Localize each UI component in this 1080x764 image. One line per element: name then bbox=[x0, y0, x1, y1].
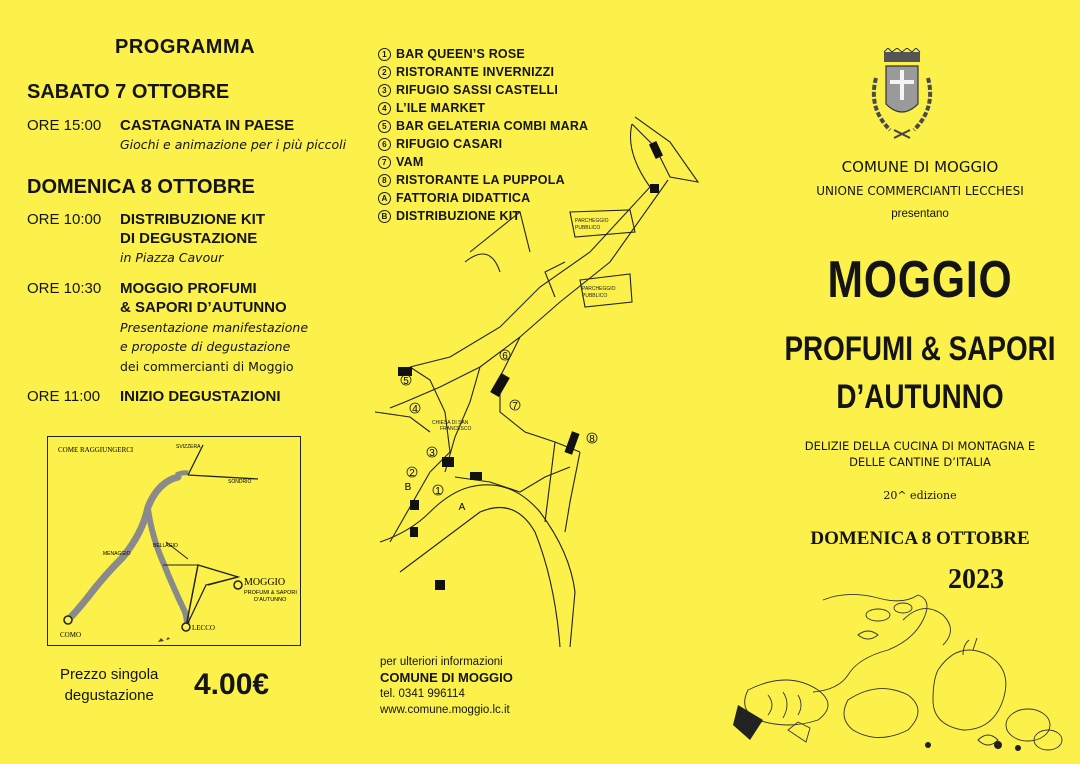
city-lecco-marker bbox=[182, 623, 190, 631]
road-valsassina bbox=[186, 565, 238, 627]
map-marker-4 bbox=[410, 403, 420, 415]
legend-marker: 6 bbox=[378, 138, 391, 151]
legend-label: RIFUGIO SASSI CASTELLI bbox=[396, 83, 559, 97]
svg-text:B: B bbox=[404, 482, 412, 493]
co-organizer-name: UNIONE COMMERCIANTI LECCHESI bbox=[816, 184, 1024, 198]
road bbox=[400, 508, 560, 648]
price-label-line: degustazione bbox=[64, 687, 154, 704]
building bbox=[442, 457, 454, 467]
building bbox=[490, 373, 510, 397]
event-title-line3: D’AUTUNNO bbox=[836, 378, 1004, 416]
crown bbox=[884, 52, 920, 62]
parking-label: PUBBLICO bbox=[575, 225, 601, 231]
coat-of-arms-icon bbox=[862, 48, 942, 148]
city-como-label: COMO bbox=[60, 631, 82, 639]
route-map bbox=[47, 436, 301, 646]
legend-label: VAM bbox=[396, 155, 424, 169]
info-intro: per ulteriori informazioni bbox=[380, 656, 503, 668]
map-marker-b bbox=[405, 482, 412, 493]
price-label bbox=[60, 664, 158, 706]
map-marker-5 bbox=[401, 375, 411, 387]
day-heading-saturday: SABATO 7 OTTOBRE bbox=[27, 81, 230, 103]
legend-label: L’ILE MARKET bbox=[396, 101, 486, 115]
info-organization: COMUNE DI MOGGIO bbox=[380, 670, 513, 685]
road bbox=[632, 117, 698, 182]
route-map-drawing bbox=[48, 437, 302, 647]
islands bbox=[158, 637, 170, 642]
tagline bbox=[760, 438, 1080, 470]
svg-text:5: 5 bbox=[403, 376, 409, 387]
legend-marker: 8 bbox=[378, 174, 391, 187]
svg-text:A: A bbox=[458, 502, 466, 513]
place-sondrio-label: SONDRIO bbox=[228, 479, 252, 485]
parking-label: PARCHEGGIO bbox=[575, 218, 609, 224]
autumn-food-illustration bbox=[728, 580, 1073, 760]
legend-item bbox=[378, 63, 588, 81]
church-label: CHIESA DI SAN bbox=[432, 420, 469, 426]
legend-marker: 3 bbox=[378, 84, 391, 97]
building bbox=[650, 184, 659, 193]
event-title: MOGGIO PROFUMI bbox=[120, 280, 257, 297]
road bbox=[410, 124, 650, 367]
price-value: 4.00€ bbox=[194, 668, 270, 701]
city-moggio-marker bbox=[234, 581, 242, 589]
svg-text:3: 3 bbox=[429, 448, 435, 459]
place-bellagio-label: BELLAGIO bbox=[153, 543, 178, 549]
road bbox=[186, 565, 198, 627]
event-description: e proposte di degustazione bbox=[120, 339, 291, 354]
tagline-line: DELIZIE DELLA CUCINA DI MONTAGNA E bbox=[804, 439, 1036, 453]
food-detail bbox=[733, 705, 763, 740]
svg-text:4: 4 bbox=[412, 404, 418, 415]
event-title: DISTRIBUZIONE KIT bbox=[120, 211, 265, 228]
city-lecco-label: LECCO bbox=[192, 624, 215, 632]
lake-lecco-branch bbox=[148, 509, 187, 627]
church-label: FRANCESCO bbox=[440, 426, 472, 432]
map-marker-3 bbox=[427, 447, 437, 459]
event-year: 2023 bbox=[948, 564, 1004, 595]
moggio-event-label: D’AUTUNNO bbox=[254, 597, 287, 603]
place-menaggio-label: MENAGGIO bbox=[103, 551, 131, 557]
info-block bbox=[380, 654, 513, 718]
city-como-marker bbox=[64, 616, 72, 624]
road bbox=[500, 337, 580, 452]
road bbox=[465, 254, 500, 272]
tagline-line: DELLE CANTINE D’ITALIA bbox=[849, 455, 991, 469]
legend-item bbox=[378, 81, 588, 99]
svg-text:6: 6 bbox=[502, 351, 508, 362]
legend-item bbox=[378, 45, 588, 63]
legend-marker: 7 bbox=[378, 156, 391, 169]
event-time: ORE 11:00 bbox=[27, 388, 101, 405]
legend-label: RIFUGIO CASARI bbox=[396, 137, 503, 151]
event-time: ORE 15:00 bbox=[27, 117, 102, 134]
map-marker-a bbox=[459, 502, 466, 513]
legend-label: BAR GELATERIA COMBI MARA bbox=[396, 119, 589, 133]
event-title: & SAPORI D’AUTUNNO bbox=[120, 299, 287, 316]
organizer-name: COMUNE DI MOGGIO bbox=[841, 158, 999, 176]
event-title-line2: PROFUMI & SAPORI bbox=[784, 330, 1056, 368]
svg-text:2: 2 bbox=[409, 468, 415, 479]
lake-north bbox=[176, 473, 188, 475]
event-time: ORE 10:30 bbox=[27, 280, 102, 297]
place-svizzera-label: SVIZZERA bbox=[176, 444, 201, 450]
legend-marker: B bbox=[378, 210, 391, 223]
legend-marker: 5 bbox=[378, 120, 391, 133]
legend-marker: A bbox=[378, 192, 391, 205]
road bbox=[375, 412, 430, 432]
town-map bbox=[370, 112, 710, 652]
legend-marker: 2 bbox=[378, 66, 391, 79]
building bbox=[410, 527, 418, 537]
map-marker-7 bbox=[510, 400, 520, 412]
map-marker-2 bbox=[407, 467, 417, 479]
svg-text:7: 7 bbox=[512, 401, 518, 412]
building bbox=[649, 141, 663, 159]
legend-label: FATTORIA DIDATTICA bbox=[396, 191, 531, 205]
event-title: INIZIO DEGUSTAZIONI bbox=[120, 388, 281, 405]
route-map-title: COME RAGGIUNGERCI bbox=[58, 446, 134, 454]
presentano-label: presentano bbox=[891, 208, 949, 220]
legend-label: BAR QUEEN’S ROSE bbox=[396, 47, 525, 61]
event-title: DI DEGUSTAZIONE bbox=[120, 230, 258, 247]
event-title: CASTAGNATA IN PAESE bbox=[120, 117, 295, 134]
info-website: www.comune.moggio.lc.it bbox=[380, 704, 510, 716]
legend-marker: 1 bbox=[378, 48, 391, 61]
parking-label: PARCHEGGIO bbox=[582, 286, 616, 292]
building bbox=[410, 500, 419, 510]
building bbox=[435, 580, 445, 590]
info-phone: tel. 0341 996114 bbox=[380, 688, 465, 700]
event-description: Presentazione manifestazione bbox=[120, 320, 309, 335]
map-marker-1 bbox=[433, 485, 443, 497]
building bbox=[470, 472, 482, 480]
programma-heading: PROGRAMMA bbox=[115, 36, 256, 58]
event-time: ORE 10:00 bbox=[27, 211, 102, 228]
price-label-line: Prezzo singola bbox=[60, 666, 159, 683]
building bbox=[398, 367, 412, 376]
road bbox=[470, 212, 530, 252]
svg-text:1: 1 bbox=[435, 486, 441, 497]
moggio-event-label: PROFUMI & SAPORI bbox=[244, 590, 297, 596]
event-description: in Piazza Cavour bbox=[120, 250, 224, 265]
legend-label: RISTORANTE LA PUPPOLA bbox=[396, 173, 565, 187]
edition-label: 20^ edizione bbox=[883, 489, 957, 502]
legend-marker: 4 bbox=[378, 102, 391, 115]
road bbox=[545, 262, 565, 297]
event-title-line1: MOGGIO bbox=[827, 251, 1013, 309]
legend-label: DISTRIBUZIONE KIT bbox=[396, 209, 521, 223]
event-description: Giochi e animazione per i più piccoli bbox=[120, 137, 347, 152]
city-moggio-label: MOGGIO bbox=[244, 577, 286, 588]
svg-text:8: 8 bbox=[589, 434, 595, 445]
road bbox=[390, 402, 405, 408]
event-description: dei commercianti di Moggio bbox=[120, 359, 294, 374]
road bbox=[545, 442, 555, 522]
legend-label: RISTORANTE INVERNIZZI bbox=[396, 65, 555, 79]
event-date: DOMENICA 8 OTTOBRE bbox=[810, 528, 1030, 549]
day-heading-sunday: DOMENICA 8 OTTOBRE bbox=[27, 176, 255, 198]
road bbox=[565, 452, 580, 532]
parking-label: PUBBLICO bbox=[582, 293, 608, 299]
map-marker-8 bbox=[587, 433, 597, 445]
